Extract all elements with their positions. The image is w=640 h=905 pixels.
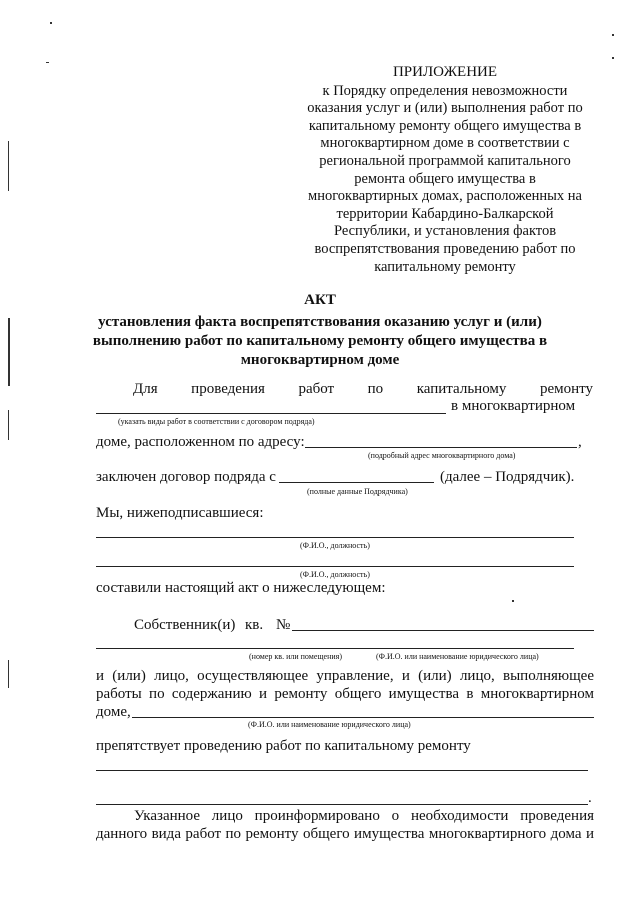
person-line-1: и (или) лицо, осуществляющее управление, и (или) лицо, выполняющее	[96, 668, 594, 684]
obstruction-details-field-2[interactable]	[96, 804, 588, 805]
appendix-line: оказания услуг и (или) выполнения работ по	[307, 100, 583, 117]
person-name-field[interactable]	[132, 717, 594, 718]
number-sign: №	[276, 617, 291, 633]
hint-room-number: (номер кв. или помещения)	[249, 652, 342, 661]
hint-fio-2: (Ф.И.О., должность)	[300, 570, 370, 579]
hint-person-name: (Ф.И.О. или наименование юридического лица)	[248, 720, 411, 729]
appendix-title: ПРИЛОЖЕНИЕ	[392, 64, 498, 80]
appendix-line: региональной программой капитального	[319, 152, 571, 169]
appendix-block	[300, 64, 590, 276]
contract-label: заключен договор подряда с	[96, 469, 276, 485]
intro-word: по	[367, 381, 384, 397]
scan-mark	[8, 410, 9, 440]
hint-owner-name: (Ф.И.О. или наименование юридического лица)	[376, 652, 539, 661]
act-subtitle-line: установления факта воспрепятствования оказанию услуг и (или)	[98, 314, 542, 330]
appendix-line: территории Кабардино-Балкарской	[336, 205, 554, 222]
appendix-line: капитальному ремонту	[374, 258, 516, 275]
person-line-2: работы по содержанию и ремонту общего имущества в многоквартирном	[96, 686, 594, 702]
address-label: доме, расположенном по адресу:	[96, 434, 305, 450]
scan-mark	[8, 318, 10, 386]
work-types-field[interactable]	[96, 413, 446, 414]
owner-number-field[interactable]	[292, 630, 594, 631]
intro-word: Для	[133, 381, 158, 397]
appendix-line: к Порядку определения невозможности	[322, 82, 568, 99]
obstructs-statement: препятствует проведению работ по капитальному ремонту	[96, 738, 471, 754]
scan-mark	[46, 62, 49, 63]
undersigned-label: Мы, нижеподписавшиеся:	[96, 505, 264, 521]
informed-line-1: Указанное лицо проинформировано о необходимости проведения	[134, 808, 594, 824]
contractor-field[interactable]	[279, 482, 434, 483]
obstruction-details-field-1[interactable]	[96, 770, 588, 771]
contractor-suffix: (далее – Подрядчик).	[440, 469, 575, 485]
signatory-field-1[interactable]	[96, 537, 574, 538]
act-subtitle-line: выполнению работ по капитальному ремонту общего имущества в	[92, 333, 548, 349]
obstruction-period: .	[588, 790, 592, 806]
multiapartment-label: в многоквартирном	[451, 398, 576, 414]
hint-work-types: (указать виды работ в соответствии с договором подряда)	[118, 417, 315, 426]
person-line-3: доме,	[96, 704, 131, 720]
appendix-line: Республики, и установления фактов	[333, 223, 557, 240]
appendix-line: многоквартирном доме в соответствии с	[320, 135, 570, 152]
act-heading: АКТ	[304, 292, 336, 308]
address-comma: ,	[578, 434, 582, 450]
owner-name-field[interactable]	[96, 648, 574, 649]
appendix-line: многоквартирных домах, расположенных на	[308, 188, 582, 205]
intro-word: ремонту	[539, 381, 593, 397]
owner-label: Собственник(и)	[134, 617, 236, 633]
apartment-label: кв.	[245, 617, 264, 633]
intro-word: проведения	[191, 381, 265, 397]
intro-word: капитальному	[416, 381, 507, 397]
act-subtitle-line: многоквартирном доме	[240, 352, 400, 368]
scan-mark	[612, 57, 614, 59]
hint-contractor: (полные данные Подрядчика)	[307, 487, 408, 496]
scan-mark	[512, 600, 514, 602]
hint-fio-1: (Ф.И.О., должность)	[300, 541, 370, 550]
scan-mark	[50, 22, 52, 24]
scan-mark	[8, 141, 9, 191]
informed-line-2: данного вида работ по ремонту общего имущества многоквартирного дома и	[96, 826, 594, 842]
scan-mark	[612, 34, 614, 36]
address-field[interactable]	[305, 447, 577, 448]
appendix-line: воспрепятствования проведению работ по	[314, 240, 576, 257]
hint-address: (подробный адрес многоквартирного дома)	[368, 451, 516, 460]
act-title-block	[60, 291, 580, 370]
signatory-field-2[interactable]	[96, 566, 574, 567]
compiled-statement: составили настоящий акт о нижеследующем:	[96, 580, 386, 596]
scan-mark	[8, 660, 9, 688]
appendix-line: капитальному ремонту общего имущества в	[308, 117, 582, 134]
appendix-line: ремонта общего имущества в	[354, 170, 536, 187]
work-intro-line	[133, 381, 593, 398]
intro-word: работ	[298, 381, 335, 397]
